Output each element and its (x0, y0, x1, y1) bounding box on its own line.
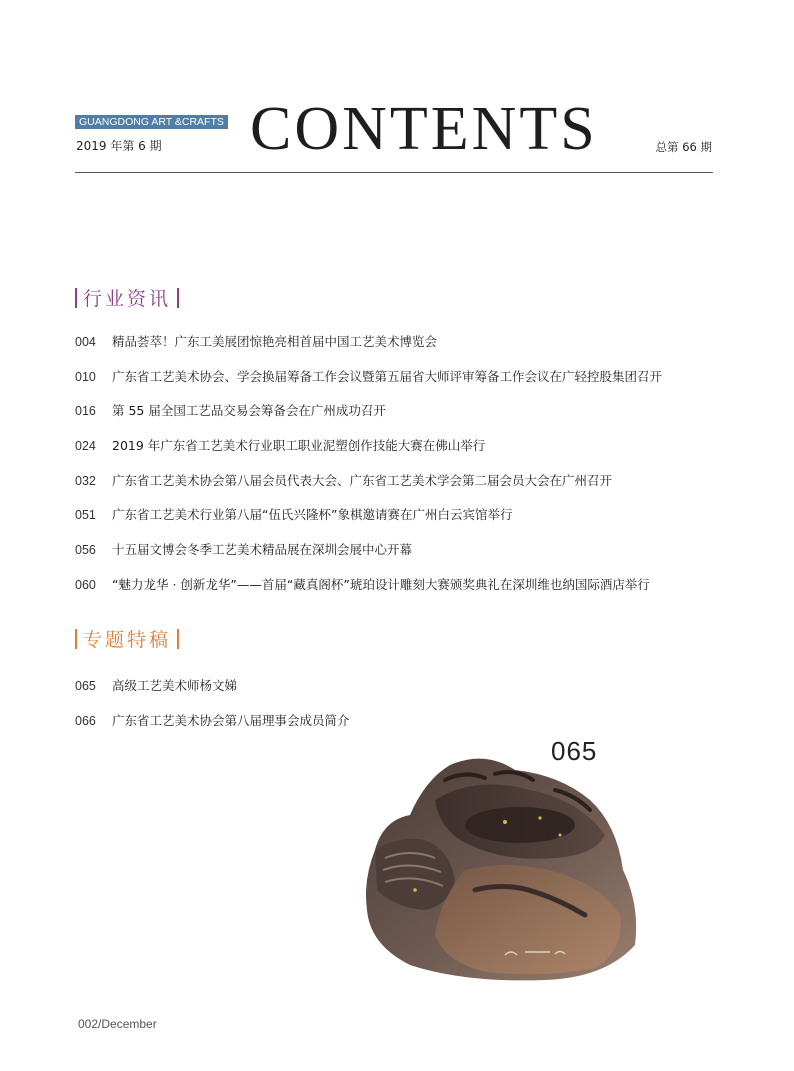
toc-list-special-features (75, 676, 350, 745)
toc-page-number: 032 (75, 473, 96, 488)
toc-page-number: 056 (75, 543, 96, 558)
toc-page-number: 051 (75, 508, 96, 523)
toc-page-number: 065 (75, 679, 96, 693)
toc-entry[interactable] (75, 540, 662, 575)
toc-page-number: 010 (75, 369, 96, 384)
toc-entry[interactable] (75, 505, 662, 540)
toc-title: 高级工艺美术师杨文娣 (112, 678, 238, 693)
section-bar-left (75, 288, 77, 308)
toc-entry[interactable] (75, 332, 662, 367)
section-bar-left (75, 629, 77, 649)
toc-entry[interactable] (75, 436, 662, 471)
header-divider (75, 172, 713, 173)
toc-page-number: 016 (75, 404, 96, 419)
toc-title: 广东省工艺美术协会、学会换届筹备工作会议暨第五届省大师评审筹备工作会议在广轻控股集团召开 (112, 368, 663, 384)
feature-page-number: 065 (551, 736, 598, 766)
toc-title: 广东省工艺美术行业第八届“伍氏兴隆杯”象棋邀请赛在广州白云宾馆举行 (112, 507, 513, 523)
page-footer: 002/December (78, 1017, 157, 1031)
footer-month: December (101, 1017, 157, 1031)
toc-page-number: 066 (75, 713, 96, 728)
toc-title: 广东省工艺美术协会第八届会员代表大会、广东省工艺美术学会第二届会员大会在广州召开 (112, 472, 613, 488)
toc-entry[interactable] (75, 401, 662, 436)
toc-title: 广东省工艺美术协会第八届理事会成员简介 (112, 712, 350, 728)
issue-date: 2019 年第 6 期 (76, 139, 162, 153)
toc-title: “魅力龙华 · 创新龙华”——首届“藏真阁杯”琥珀设计雕刻大赛颁奖典礼在深圳维也纳国际酒店举行 (112, 576, 650, 592)
section-bar-right (177, 629, 179, 649)
magazine-name-tag: GUANGDONG ART &CRAFTS (75, 115, 228, 129)
section-header-special-features (75, 628, 179, 652)
toc-list-industry-news (75, 332, 662, 610)
toc-title: 第 55 届全国工艺品交易会筹备会在广州成功召开 (112, 403, 386, 419)
section-header-industry-news (75, 287, 179, 311)
toc-entry[interactable] (75, 367, 662, 402)
section-title: 专题特稿 (83, 629, 172, 651)
toc-entry[interactable] (75, 711, 350, 746)
inkstone-artwork-image (355, 740, 645, 985)
toc-page-number: 060 (75, 577, 96, 592)
toc-entry[interactable] (75, 575, 662, 610)
footer-page-number: 002 (78, 1017, 99, 1031)
toc-page-number: 024 (75, 439, 96, 454)
total-issue-number: 总第 66 期 (655, 140, 712, 154)
page-title: CONTENTS (250, 95, 598, 163)
toc-title: 十五届文博会冬季工艺美术精品展在深圳会展中心开幕 (112, 542, 413, 558)
toc-entry[interactable] (75, 676, 350, 711)
toc-page-number: 004 (75, 335, 96, 349)
section-bar-right (177, 288, 179, 308)
toc-entry[interactable] (75, 471, 662, 506)
toc-title: 2019 年广东省工艺美术行业职工职业泥塑创作技能大赛在佛山举行 (112, 438, 486, 454)
toc-title: 精品荟萃！广东工美展团惊艳亮相首届中国工艺美术博览会 (112, 334, 438, 349)
section-title: 行业资讯 (83, 288, 172, 310)
